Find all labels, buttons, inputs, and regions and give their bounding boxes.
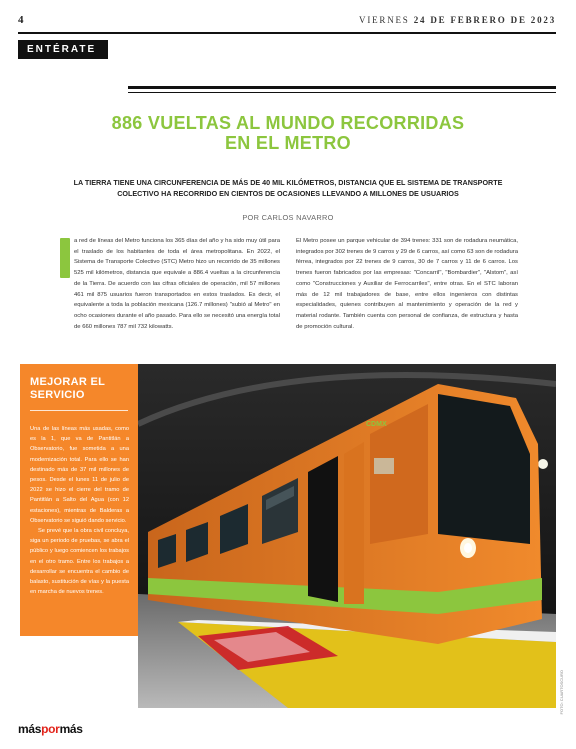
header-rule	[18, 32, 556, 34]
date-main: 24 DE FEBRERO DE 2023	[413, 15, 556, 25]
page-number: 4	[18, 14, 24, 26]
date-weekday: VIERNES	[359, 15, 410, 25]
headline	[60, 113, 516, 153]
article-paragraph: a red de líneas del Metro funciona los 365 días del año y ha sido muy útil para el traslado de los habitantes de toda el área metropolitana. En 2022, el Sistema de Transporte Colectivo (STC) Metro hizo un recorrido de 35 millones 525 mil kilómetros, distancia que equivale a 886.4 vueltas a la circunferencia de la Tierra. De acuerdo con las cifras oficiales de operación, mil 57 millones 461 mil 875 usuarios fueron transportados en estos traslados. Es decir, el equivalente a toda la población mexicana (126.7 millones) "subió al Metro" en ocho ocasiones durante el año pasado. Para ello se necesitó una energía total de 660 millones 787 mil 732 kilowatts.	[74, 238, 280, 330]
sidebar-divider	[30, 410, 128, 411]
article-paragraph: El Metro posee un parque vehicular de 394 trenes: 331 son de rodadura neumática, integrados por 302 trenes de 9 carros y 29 de 6 carros, así como 63 son de rodadura férrea, integrados por 22 trenes de 9 carros, 30 de 7 carros y 11 de 6 carros. Los trenes fueron fabricados por las empresas: "Concarril", "Bombardier", "Alstom", así como "Construcciones y Auxiliar de Ferrocarriles", entre otras. En el STC laboran más de 12 mil trabajadores de base, entre ellos ingenieros con distintas especialidades, quienes contribuyen al mantenimiento y operación de la red y material rodante. También cuenta con personal de confianza, de estructura y hasta de promoción cultural.	[296, 238, 519, 330]
metro-train-illustration	[138, 364, 556, 708]
headline-rule-thick	[128, 86, 556, 89]
sidebar-paragraph: Se prevé que la obra civil concluya, siga un periodo de pruebas, se abra el público y luego comiencen los trabajos en el otro tramo. Entre los trabajos a desarrollar se encuentra el cambio de balasto, sustitución de vías y la puesta en marcha de nuevos trenes.	[30, 528, 129, 596]
article-column-1	[60, 236, 280, 332]
headline-rule-thin	[128, 92, 556, 93]
logo-part-1: más	[18, 722, 42, 736]
sidebar-title: MEJORAR EL SERVICIO	[30, 376, 105, 401]
article-column-2	[296, 236, 518, 332]
dateline	[359, 15, 556, 25]
byline: POR CARLOS NAVARRO	[242, 213, 334, 222]
photo-credit: FOTO: CUARTOSCURO	[559, 670, 564, 715]
section-label: ENTÉRATE	[18, 40, 108, 59]
publication-logo	[18, 722, 83, 736]
sidebar-body	[30, 424, 129, 597]
logo-part-3: más	[59, 722, 83, 736]
logo-part-2: por	[41, 722, 60, 736]
headline-line-2: EN EL METRO	[225, 133, 351, 153]
deck: LA TIERRA TIENE UNA CIRCUNFERENCIA DE MÁS DE 40 MIL KILÓMETROS, DISTANCIA QUE EL SISTEMA DE TRANSPORTE COLECTIVO HA RECORRIDO EN CIENTOS DE OCASIONES LLEVANDO A MILLONES DE USUARIOS	[73, 178, 503, 198]
sidebar-paragraph: Una de las líneas más usadas, como es la 1, que va de Pantitlán a Observatorio, fue sometida a una modernización total. Para ello se han destinado más de 37 mil millones de pesos. Desde el lunes 11 de julio de 2022 se hizo el cierre del tramo de Pantitlán a Salto del Agua (con 12 estaciones), mientras de Balderas a Observatorio se siguió dando servicio.	[30, 426, 129, 524]
sidebar-box	[20, 364, 138, 636]
train-badge: CDMX	[366, 421, 387, 428]
train-photo	[138, 364, 556, 708]
headline-line-1: 886 VUELTAS AL MUNDO RECORRIDAS	[111, 113, 465, 133]
